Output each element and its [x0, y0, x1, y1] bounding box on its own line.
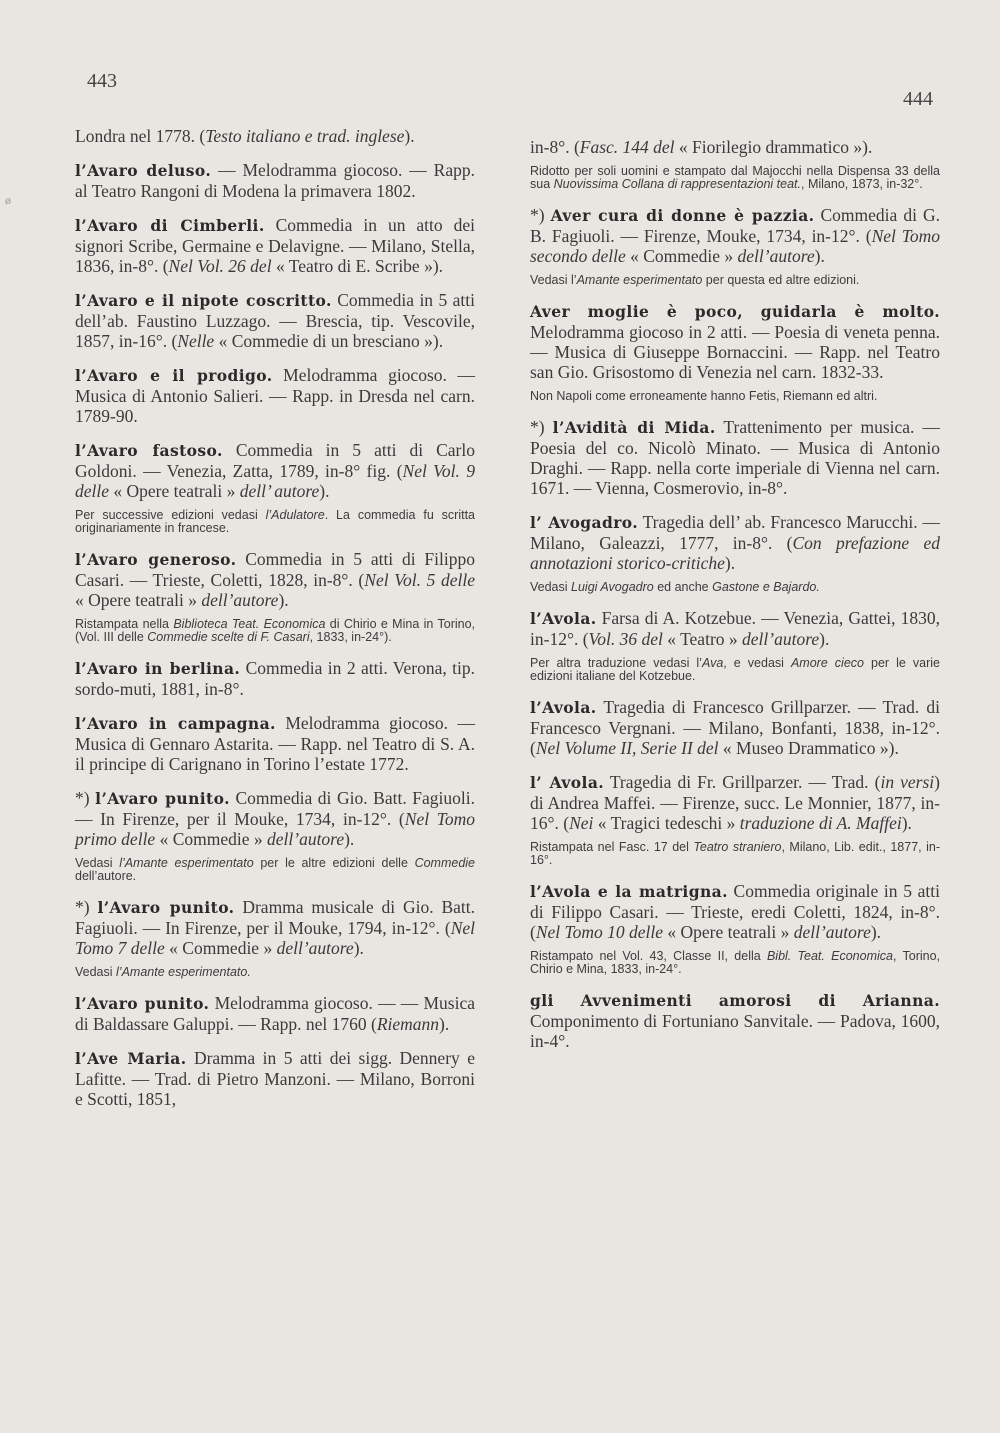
- entry-note: Vedasi l’Amante esperimentato per questa ed altre edizioni.: [530, 273, 860, 287]
- entry-note: Ristampato nel Vol. 43, Classe II, della Bibl. Teat. Economica, Torino, Chirio e Mina, 1833, in-24°.: [530, 949, 941, 976]
- entry-headword: Aver moglie è poco, guidarla è molto.: [530, 302, 940, 321]
- entry-continuation: in-8°. (Fasc. 144 del « Fiorilegio drammatico »).: [530, 137, 873, 157]
- entry: l’ Avola. Tragedia di Fr. Grillparzer. — Trad. (in versi) di Andrea Maffei. — Firenze, succ. Le Monnier, 1877, in-16°. (Nei « Tragici tedeschi » traduzione di A. Maffei).: [530, 772, 940, 833]
- entry-note: Non Napoli come erroneamente hanno Fetis, Riemann ed altri.: [530, 389, 878, 403]
- entry: l’Avola. Farsa di A. Kotzebue. — Venezia, Gattei, 1830, in-12°. (Vol. 36 del « Teatro » dell’autore).: [530, 608, 940, 649]
- entry-headword: l’Avaro in berlina.: [75, 659, 241, 678]
- page-number-right: 444: [903, 88, 933, 110]
- entry-note: Ristampata nella Biblioteca Teat. Economica di Chirio e Mina in Torino, (Vol. III delle Commedie scelte di F. Casari, 1833, in-24°).: [75, 617, 476, 644]
- entry-headword: l’Avaro in campagna.: [75, 714, 276, 733]
- entry-note: Vedasi Luigi Avogadro ed anche Gastone e Bajardo.: [530, 580, 820, 594]
- entry: l’Avaro generoso. Commedia in 5 atti di Filippo Casari. — Trieste, Coletti, 1828, in-8°. (Nel Vol. 5 delle « Opere teatrali » dell’autore).: [75, 549, 475, 610]
- entry-headword: l’Avaro di Cimberli.: [75, 216, 265, 235]
- entry-headword: l’ Avogadro.: [530, 513, 639, 532]
- entry-headword: l’Avola.: [530, 609, 597, 628]
- entry: Aver moglie è poco, guidarla è molto. Melodramma giocoso in 2 atti. — Poesia di veneta penna. — Musica di Giuseppe Bornaccini. — Rapp. nel Teatro san Gio. Grisostomo di Venezia nel carn. 1832-33.: [530, 302, 940, 382]
- entry-headword: l’Avaro fastoso.: [75, 441, 223, 460]
- entry: *) l’Avaro punito. Commedia di Gio. Batt. Fagiuoli. — In Firenze, per il Mouke, 1734, in-12°. (Nel Tomo primo delle « Commedie » dell’autore).: [75, 788, 476, 849]
- entry: l’Avaro e il nipote coscritto. Commedia in 5 atti dell’ab. Faustino Luzzago. — Brescia, tip. Vescovile, 1857, in-16°. (Nelle « Commedie di un bresciano »).: [75, 290, 476, 351]
- entry: l’Ave Maria. Dramma in 5 atti dei sigg. Dennery e Lafitte. — Trad. di Pietro Manzoni. — Milano, Borroni e Scotti, 1851,: [75, 1048, 475, 1109]
- entry-headword: l’Avola e la matrigna.: [530, 882, 728, 901]
- asterisk-marker: *): [75, 788, 96, 808]
- entry: l’Avaro di Cimberli. Commedia in un atto dei signori Scribe, Germaine e Delavigne. — Milano, Stella, 1836, in-8°. (Nel Vol. 26 del « Teatro di E. Scribe »).: [75, 215, 476, 276]
- margin-mark: ø: [5, 193, 11, 207]
- entry-note: Ridotto per soli uomini e stampato dal Majocchi nella Dispensa 33 della sua Nuovissima Collana di rappresentazioni teat., Milano, 1873, in-32°.: [530, 164, 940, 191]
- entry: l’Avaro deluso. — Melodramma giocoso. — Rapp. al Teatro Rangoni di Modena la primavera 1802.: [75, 160, 475, 201]
- entry-headword: l’Avaro punito.: [97, 898, 235, 917]
- asterisk-marker: *): [530, 205, 551, 225]
- entry: l’Avaro punito. Melodramma giocoso. — — Musica di Baldassare Galuppi. — Rapp. nel 1760 (Riemann).: [75, 993, 475, 1034]
- entry: *) l’Avidità di Mida. Trattenimento per musica. — Poesia del co. Nicolò Minato. — Musica di Antonio Draghi. — Rapp. nella corte imperiale di Vienna nel carn. 1671. — Vienna, Cosmerovio, in-8°.: [530, 417, 940, 498]
- entry: *) Aver cura di donne è pazzia. Commedia di G. B. Fagiuoli. — Firenze, Mouke, 1734, in-12°. (Nel Tomo secondo delle « Commedie » dell’autore).: [530, 205, 941, 266]
- entry-headword: l’Ave Maria.: [75, 1049, 187, 1068]
- entry: gli Avvenimenti amorosi di Arianna. Componimento di Fortuniano Sanvitale. — Padova, 1600, in-4°.: [530, 991, 940, 1051]
- entry: l’Avola. Tragedia di Francesco Grillparzer. — Trad. di Francesco Vergnani. — Milano, Bonfanti, 1838, in-12°. (Nel Volume II, Serie II del « Museo Drammatico »).: [530, 697, 940, 758]
- entry: *) l’Avaro punito. Dramma musicale di Gio. Batt. Fagiuoli. — In Firenze, per il Mouke, 1794, in-12°. (Nel Tomo 7 delle « Commedie » dell’autore).: [75, 897, 475, 958]
- entry-headword: l’Avaro generoso.: [75, 550, 237, 569]
- entry: l’Avaro fastoso. Commedia in 5 atti di Carlo Goldoni. — Venezia, Zatta, 1789, in-8° fig. (Nel Vol. 9 delle « Opere teatrali » dell’ autore).: [75, 440, 475, 501]
- entry-headword: l’Avaro punito.: [75, 994, 210, 1013]
- entry-note: Per successive edizioni vedasi l’Adulatore. La commedia fu scritta originariamente in francese.: [75, 508, 475, 535]
- entry: l’Avola e la matrigna. Commedia originale in 5 atti di Filippo Casari. — Trieste, eredi Coletti, 1824, in-8°. (Nel Tomo 10 delle « Opere teatrali » dell’autore).: [530, 881, 940, 942]
- page-number-left: 443: [87, 70, 117, 92]
- entry-headword: l’Avaro e il prodigo.: [75, 366, 273, 385]
- entry-headword: l’Avidità di Mida.: [552, 418, 716, 437]
- entry-note: Per altra traduzione vedasi l’Ava, e vedasi Amore cieco per le varie edizioni italiane del Kotzebue.: [530, 656, 940, 683]
- entry-headword: Aver cura di donne è pazzia.: [550, 206, 815, 225]
- entry-headword: l’Avaro punito.: [95, 789, 230, 808]
- entry-note: Ristampata nel Fasc. 17 del Teatro straniero, Milano, Lib. edit., 1877, in-16°.: [530, 840, 940, 867]
- entry: l’Avaro e il prodigo. Melodramma giocoso. — Musica di Antonio Salieri. — Rapp. in Dresda nel carn. 1789-90.: [75, 365, 475, 426]
- left-column: [75, 126, 475, 1123]
- entry-note: Vedasi l’Amante esperimentato.: [75, 965, 251, 979]
- asterisk-marker: *): [75, 897, 98, 917]
- entry-headword: gli Avvenimenti amorosi di Arianna.: [530, 991, 940, 1010]
- asterisk-marker: *): [530, 417, 553, 437]
- entry-note: Vedasi l’Amante esperimentato per le altre edizioni delle Commedie dell’autore.: [75, 856, 475, 883]
- right-column: [530, 137, 940, 1065]
- entry-continuation: Londra nel 1778. (Testo italiano e trad. inglese).: [75, 126, 415, 146]
- entry-headword: l’Avaro deluso.: [75, 161, 212, 180]
- entry: l’ Avogadro. Tragedia dell’ ab. Francesco Marucchi. — Milano, Galeazzi, 1777, in-8°. (Con prefazione ed annotazioni storico-critiche).: [530, 512, 940, 573]
- entry-headword: l’ Avola.: [530, 773, 605, 792]
- entry-headword: l’Avaro e il nipote coscritto.: [75, 291, 332, 310]
- entry: l’Avaro in berlina. Commedia in 2 atti. Verona, tip. sordo-muti, 1881, in-8°.: [75, 658, 475, 699]
- entry: l’Avaro in campagna. Melodramma giocoso. — Musica di Gennaro Astarita. — Rapp. nel Teatro di S. A. il principe di Carignano in Torino l’estate 1772.: [75, 713, 475, 774]
- entry-headword: l’Avola.: [530, 698, 597, 717]
